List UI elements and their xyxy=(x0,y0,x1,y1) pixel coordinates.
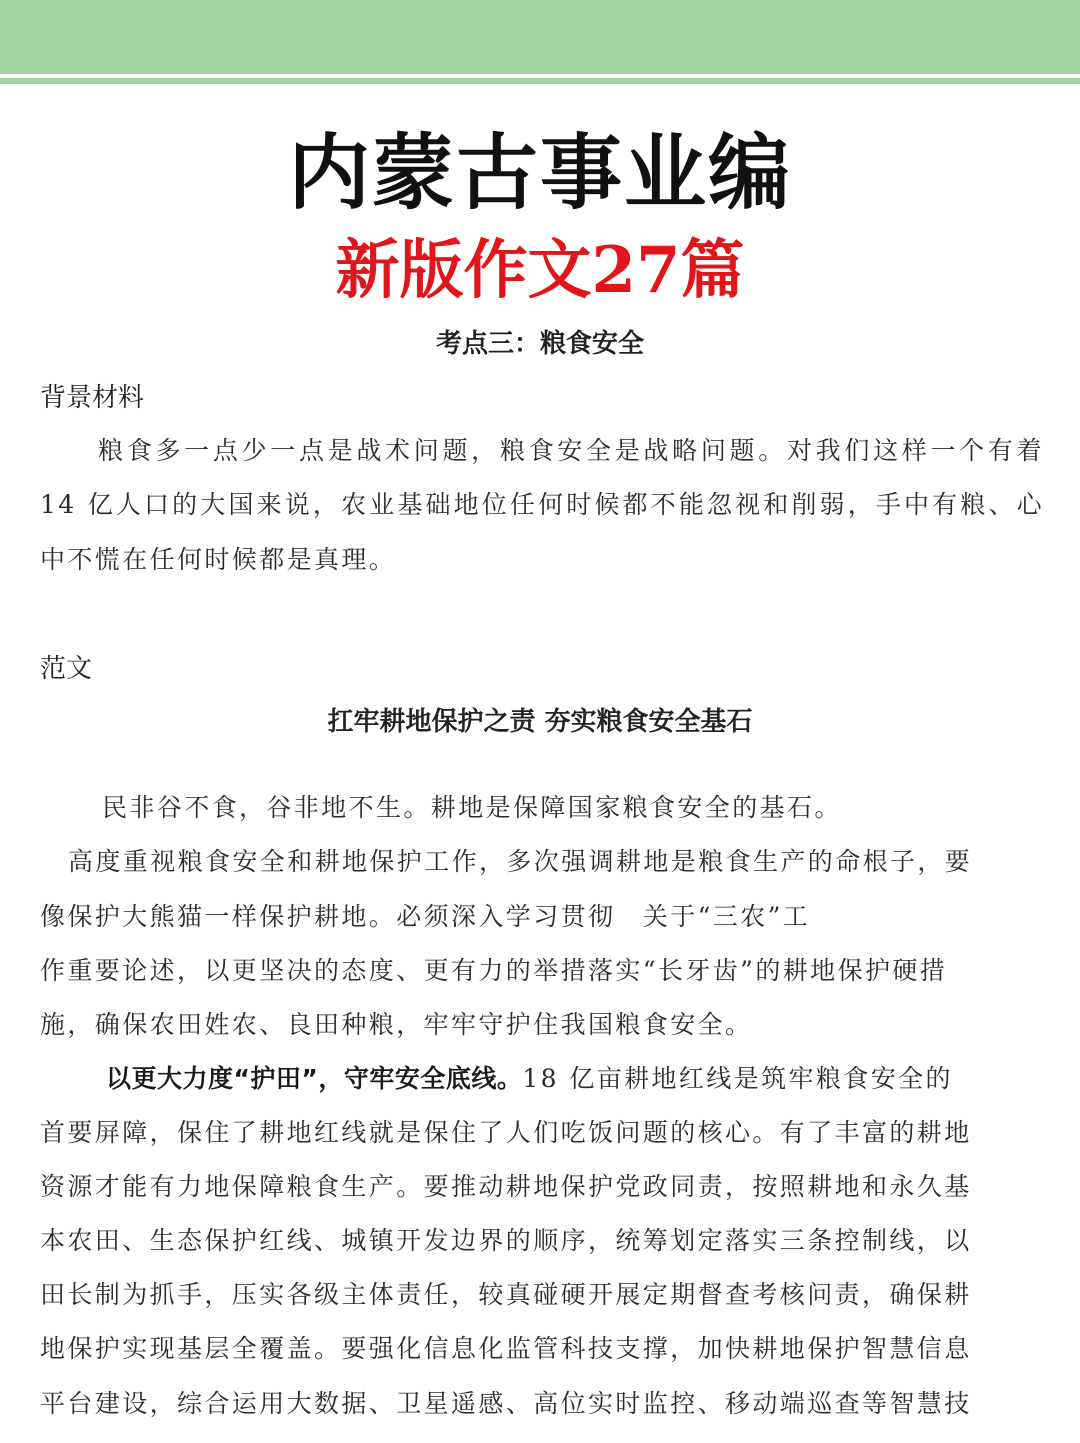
background-text: 粮食多一点少一点是战术问题，粮食安全是战略问题。对我们这样一个有着 14 亿人口的大国来说，农业基础地位任何时候都不能忽视和削弱，手中有粮、心中不慌在任何时候都是真理。 xyxy=(40,436,1044,574)
paragraph-lead-rest: 18 亿亩耕地红线是筑牢粮食安全的 xyxy=(522,1064,953,1093)
essay-line: 首要屏障，保住了耕地红线就是保住了人们吃饭问题的核心。有了丰富的耕地 xyxy=(40,1118,972,1147)
essay-line: 像保护大熊猫一样保护耕地。必须深入学习贯彻 关于“三农”工 xyxy=(40,902,811,931)
page-title: 内蒙古事业编 xyxy=(287,126,792,221)
topic-heading: 考点三：粮食安全 xyxy=(435,329,644,359)
header-band xyxy=(0,0,1080,74)
essay-line: 平台建设，综合运用大数据、卫星遥感、高位实时监控、移动端巡查等智慧技 xyxy=(40,1389,972,1418)
essay-label: 范文 xyxy=(40,654,93,684)
paragraph-lead: 以更大力度“护田”，守牢安全底线。 xyxy=(106,1064,523,1093)
essay-paragraph-lead-line xyxy=(40,1059,1044,1099)
essay-line: 高度重视粮食安全和耕地保护工作，多次强调耕地是粮食生产的命根子，要 xyxy=(68,847,973,876)
essay-line: 民非谷不食，谷非地不生。耕地是保障国家粮食安全的基石。 xyxy=(102,793,842,822)
essay-line: 地保护实现基层全覆盖。要强化信息化监管科技支撑，加快耕地保护智慧信息 xyxy=(40,1334,972,1363)
essay-title: 扛牢耕地保护之责 夯实粮食安全基石 xyxy=(327,707,753,737)
essay-line: 田长制为抓手，压实各级主体责任，较真碰硬开展定期督查考核问责，确保耕 xyxy=(40,1280,972,1309)
page-subtitle: 新版作文27篇 xyxy=(335,233,745,308)
essay-line: 施，确保农田姓农、良田种粮，牢牢守护住我国粮食安全。 xyxy=(40,1010,753,1039)
essay-line: 本农田、生态保护红线、城镇开发边界的顺序，统筹划定落实三条控制线，以 xyxy=(40,1226,972,1255)
header-rule xyxy=(0,78,1080,84)
background-label: 背景材料 xyxy=(40,383,145,413)
essay-line: 资源才能有力地保障粮食生产。要推动耕地保护党政同责，按照耕地和永久基 xyxy=(40,1172,972,1201)
essay-line: 作重要论述，以更坚决的态度、更有力的举措落实“长牙齿”的耕地保护硬措 xyxy=(40,956,948,985)
